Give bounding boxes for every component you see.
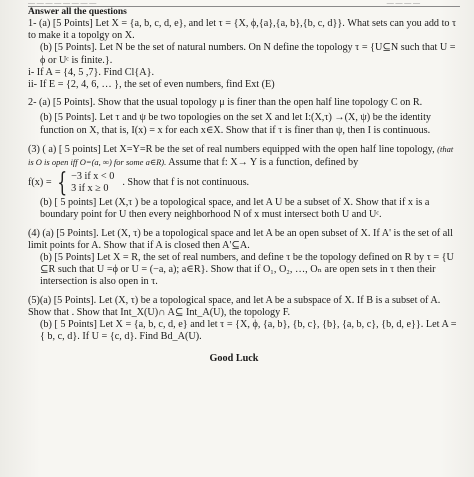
function-after: . Show that f is not continuous.: [122, 177, 250, 189]
piecewise-function: [28, 168, 460, 199]
q1-part-b-i: i- If A = {4, 5 ,7}. Find Cl{A}.: [28, 66, 155, 78]
q3-part-a-lead: (3) ( a) [ 5 points] Let X=Y=R be the set of real numbers equipped with the open half line topology,: [28, 143, 435, 155]
exam-content: [28, 6, 460, 366]
brace-symbol: {: [56, 168, 67, 199]
q1-part-b-ii: ii- If E = {2, 4, 6, … }, the set of even numbers, find Ext (E): [28, 79, 275, 91]
q2-part-b: (b) [5 Points]. Let τ and ψ be two topologies on the set X and let I:(X,τ) →(X, ψ) be the identity function on X, that is, I(x) = x for each x∈X. Show that if τ is finer than ψ, then I is continuous.: [40, 112, 432, 136]
function-cases: [71, 171, 114, 195]
q4-part-b: (b) [5 Points] Let X = R, the set of real numbers, and define τ be the topology defined on R by τ = {U ⊆R such that U =ϕ or U = (−a, a); a∈R}. Show that if O₁, O₂, …, Oₙ are open sets in τ then their intersection is also open in τ.: [40, 252, 454, 288]
q5-part-b: (b) [ 5 Points] Let X = {a, b, c, d, e} and let τ = {X, ϕ, {a, b}, {b, c}, {b}, {a, b, c}, {b, d, e}}. Let A = { b, c, d}. If U = {c, d}. Find Bd_A(U).: [40, 319, 457, 343]
q3-part-a-note: (that is O is open iff O=(a, ∞) for some a∈R).: [28, 143, 454, 168]
q1-part-b: (b) [5 Points]. Let N be the set of natural numbers. On N define the topology τ = {U⊆N such that U = ϕ or Uᶜ is finite.}.: [40, 42, 456, 66]
q2-part-a: 2- (a) [5 Points]. Show that the usual topology μ is finer than the open half line topology C on R.: [28, 97, 423, 109]
q4-part-a: (4) (a) [5 Points]. Let (X, τ) be a topological space and let A be an open subset of X. If A' is the set of all limit points for A. Show that if A is closed then A'⊆A.: [28, 227, 453, 251]
exam-title: Answer all the questions: [28, 7, 127, 17]
function-lhs: f(x) =: [28, 177, 52, 189]
function-case-1: −3 if x < 0: [71, 171, 115, 183]
q3-part-a: [28, 143, 460, 169]
function-case-2: 3 if x ≥ 0: [71, 183, 109, 195]
q5-part-a: (5)(a) [5 Points]. Let (X, τ) be a topological space, and let A be a subspace of X. If B is a subset of A. Show that . Show that Int_X(U)∩ A⊆ Int_A(U), the topology F.: [28, 294, 441, 318]
header-strip-left: — — — — — — — —: [28, 0, 97, 7]
q1-part-a: 1- (a) [5 Points] Let X = {a, b, c, d, e}, and let τ = {X, ϕ,{a},{a, b},{b, c, d}}. What sets can you add to τ to make it a topolgy on X.: [28, 18, 457, 42]
good-luck: Good Luck: [209, 353, 259, 365]
q3-part-b: (b) [ 5 points] Let (X,τ ) be a topological space, and let A U be a subset of X. Show that if x is a boundary point for U then every neighborhood N of x must intersect both U and Uᶜ.: [40, 197, 430, 221]
q3-part-a-tail: Assume that f: X→ Y is a function, defined by: [166, 157, 359, 169]
header-strip-right: — — — —: [386, 0, 420, 7]
